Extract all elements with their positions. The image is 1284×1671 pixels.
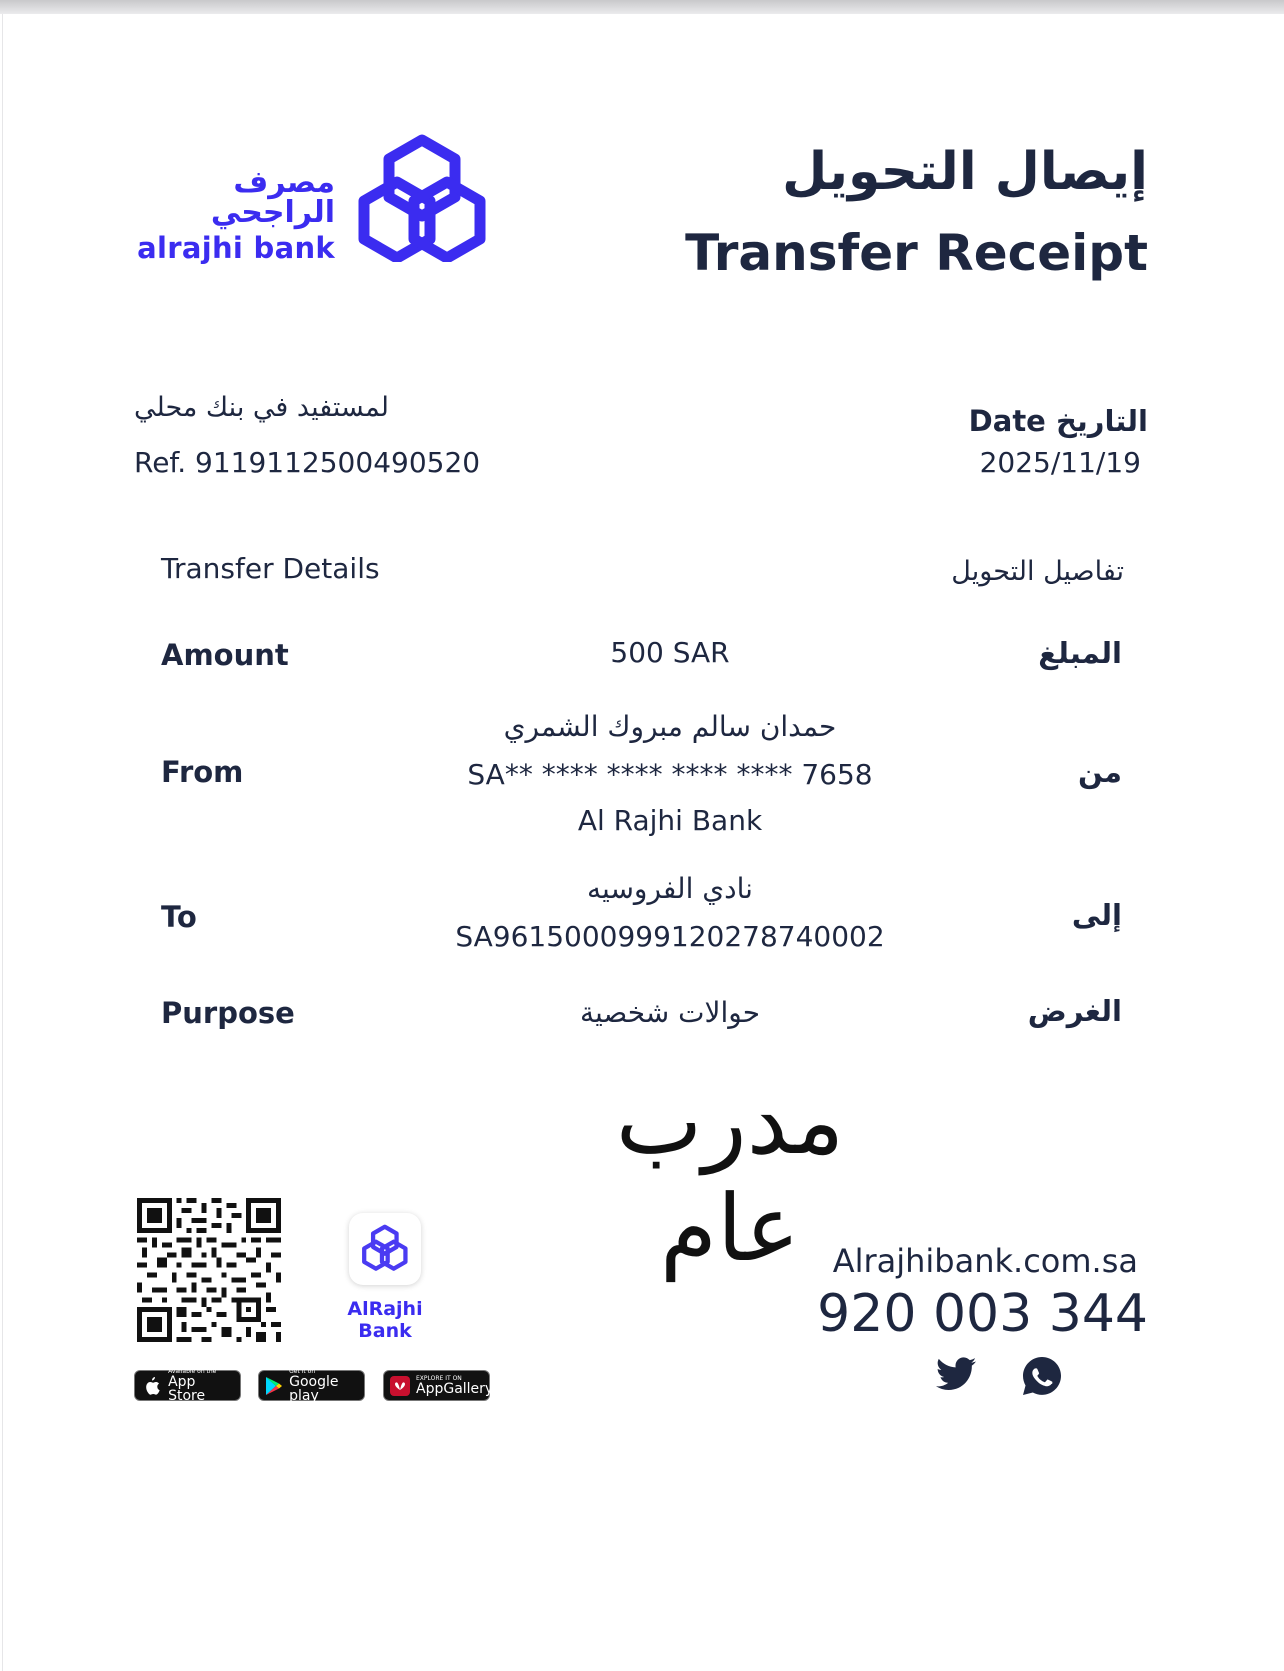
google-play-icon [265,1375,283,1397]
google-play-small: Get it on [289,1367,316,1375]
to-name: نادي الفروسيه [587,872,753,905]
to-iban: SA9615000999120278740002 [455,920,885,953]
whatsapp-icon[interactable] [1023,1357,1061,1399]
app-icon[interactable] [349,1213,421,1285]
amount-label-ar: المبلغ [1038,636,1122,670]
beneficiary-type: لمستفيد في بنك محلي [134,392,389,423]
to-label-ar: إلى [1071,898,1122,932]
qr-code-icon [137,1198,281,1346]
app-store-small: Available on the [168,1367,217,1375]
section-title-en: Transfer Details [161,552,380,585]
app-name: AlRajhi Bank [347,1298,423,1342]
alrajhi-logo-icon [361,1223,409,1271]
brand-name-en: alrajhi bank [137,231,335,265]
brand-wordmark [130,165,335,265]
brand-name-ar: مصرف الراجحي [210,165,335,230]
twitter-icon[interactable] [936,1357,976,1395]
section-title-ar: تفاصيل التحويل [951,556,1124,587]
date-label: Date التاريخ [968,404,1148,438]
purpose-label-ar: الغرض [1027,994,1122,1028]
title-ar: إيصال التحويل [782,142,1148,202]
from-name: حمدان سالم مبروك الشمري [503,710,837,743]
app-gallery-big: AppGallery [416,1380,494,1397]
purpose-label-en: Purpose [161,996,295,1030]
signature-text: مدرب عام [615,1068,845,1282]
purpose-value: حوالات شخصية [579,996,761,1029]
amount-value: 500 SAR [610,636,730,669]
title-en: Transfer Receipt [685,224,1148,282]
from-account: SA** **** **** **** **** 7658 [467,758,873,791]
phone-number[interactable]: 920 003 344 [817,1284,1148,1344]
huawei-icon [390,1375,410,1397]
reference-number: Ref. 9119112500490520 [134,446,481,479]
top-edge [0,0,1284,14]
amount-label-en: Amount [161,638,289,672]
app-store-badge[interactable] [134,1367,241,1404]
from-label-ar: من [1077,755,1122,789]
date-value: 2025/11/19 [979,446,1141,479]
website-link[interactable]: Alrajhibank.com.sa [832,1242,1138,1280]
to-label-en: To [161,900,197,934]
app-gallery-badge[interactable] [383,1370,494,1401]
google-play-big: Google play [289,1373,339,1404]
app-store-big: App Store [168,1373,206,1404]
google-play-badge[interactable] [258,1367,365,1404]
from-bank: Al Rajhi Bank [577,804,763,837]
alrajhi-logo-icon [355,132,490,266]
apple-icon [141,1375,162,1397]
from-label-en: From [161,755,244,789]
app-gallery-small: EXPLORE IT ON [416,1374,462,1382]
